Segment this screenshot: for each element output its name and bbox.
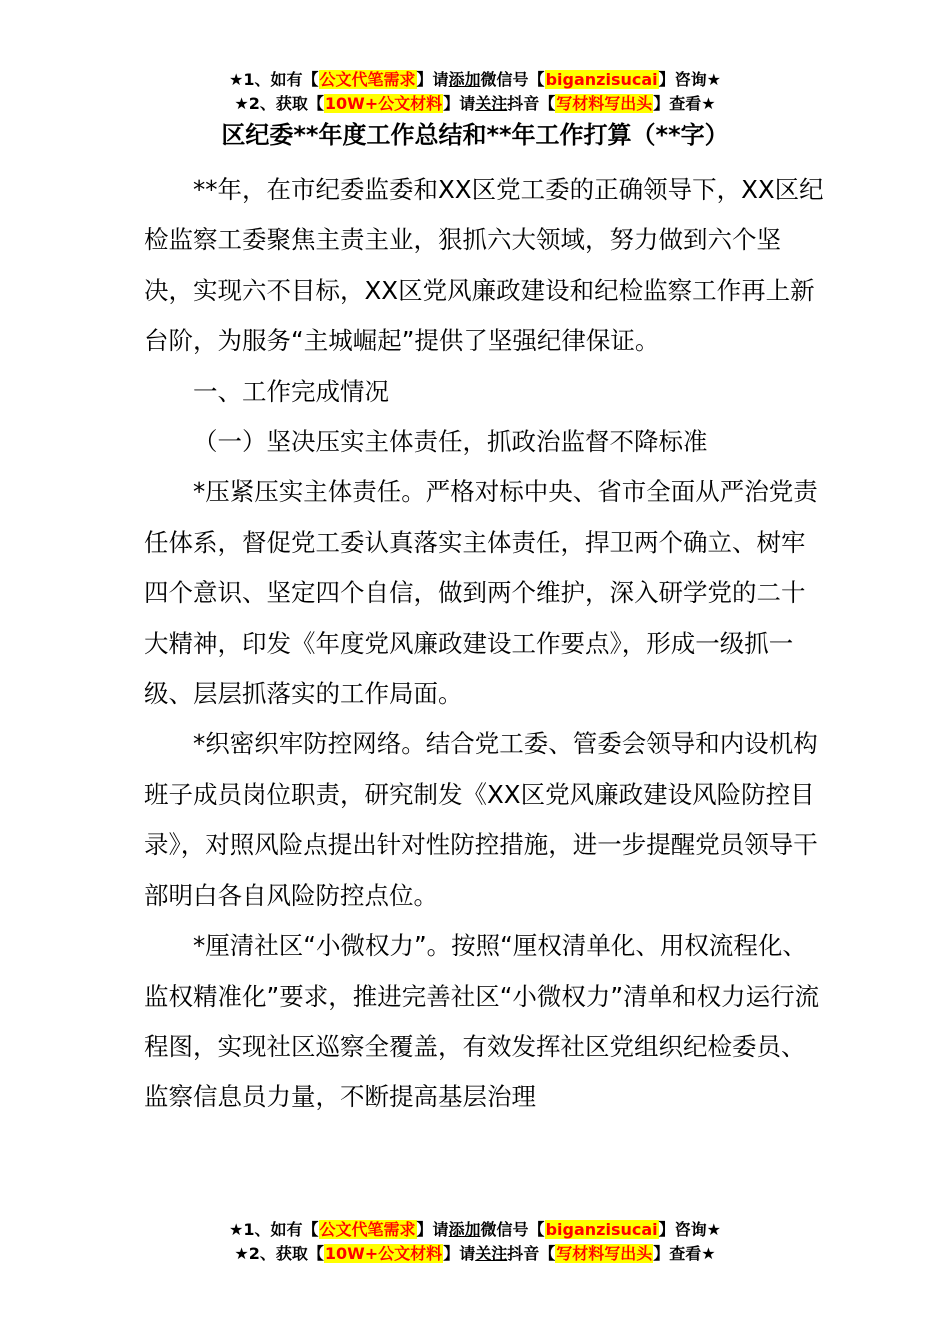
- document-body: [144, 165, 824, 1123]
- promo-line-2: [0, 92, 950, 116]
- promo-text: 抖音【: [507, 1244, 556, 1263]
- promo-text: ★2、获取【: [234, 94, 324, 113]
- promo-banner-bottom: [0, 1218, 950, 1266]
- promo-underline: 关注: [475, 94, 508, 113]
- subsection-heading: （一）坚决压实主体责任，抓政治监督不降标准: [193, 427, 708, 457]
- promo-text: ★1、如有【: [229, 70, 319, 89]
- promo-highlight: biganzisucai: [545, 1220, 658, 1239]
- promo-text: 微信号【: [480, 70, 545, 89]
- promo-highlight: biganzisucai: [545, 70, 658, 89]
- paragraph: *织密织牢防控网络。结合党工委、管委会领导和内设机构班子成员岗位职责，研究制发《XX区党风廉政建设风险防控目录》，对照风险点提出针对性防控措施，进一步提醒党员领导干部明白各自风险防控点位。: [144, 729, 818, 910]
- paragraph: *压紧压实主体责任。严格对标中央、省市全面从严治党责任体系，督促党工委认真落实主体责任，捍卫两个确立、树牢四个意识、坚定四个自信，做到两个维护，深入研学党的二十大精神，印发《年度党风廉政建设工作要点》，形成一级抓一级、层层抓落实的工作局面。: [144, 477, 818, 709]
- document-title: 区纪委**年度工作总结和**年工作打算（**字）: [221, 121, 729, 149]
- promo-text: ★2、获取【: [234, 1244, 324, 1263]
- promo-underline: 添加: [448, 70, 481, 89]
- paragraph-intro: **年，在市纪委监委和XX区党工委的正确领导下，XX区纪检监察工委聚焦主责主业，狠抓六大领域，努力做到六个坚决，实现六不目标，XX区党风廉政建设和纪检监察工作再上新台阶，为服务“主城崛起”提供了坚强纪律保证。: [144, 175, 824, 356]
- promo-highlight: 10W+公文材料: [324, 94, 443, 113]
- promo-text: 】查看★: [653, 1244, 716, 1263]
- promo-text: 】咨询★: [658, 1220, 721, 1239]
- promo-text: 】请: [416, 1220, 449, 1239]
- promo-text: 】请: [443, 94, 476, 113]
- promo-text: 】查看★: [653, 94, 716, 113]
- promo-underline: 关注: [475, 1244, 508, 1263]
- promo-text: 】请: [416, 70, 449, 89]
- paragraph: *厘清社区“小微权力”。按照“厘权清单化、用权流程化、监权精准化”要求，推进完善社区“小微权力”清单和权力运行流程图，实现社区巡察全覆盖，有效发挥社区党组织纪检委员、监察信息员力量，不断提高基层治理: [144, 931, 820, 1112]
- promo-text: 】请: [443, 1244, 476, 1263]
- promo-text: ★1、如有【: [229, 1220, 319, 1239]
- promo-line-1: [0, 1218, 950, 1242]
- promo-banner-top: [0, 68, 950, 116]
- promo-highlight: 写材料写出头: [556, 1244, 653, 1263]
- promo-highlight: 写材料写出头: [556, 94, 653, 113]
- promo-text: 】咨询★: [658, 70, 721, 89]
- promo-highlight: 10W+公文材料: [324, 1244, 443, 1263]
- promo-text: 微信号【: [480, 1220, 545, 1239]
- promo-underline: 添加: [448, 1220, 481, 1239]
- promo-line-1: [0, 68, 950, 92]
- section-heading: 一、工作完成情况: [193, 376, 389, 406]
- promo-line-2: [0, 1242, 950, 1266]
- promo-highlight: 公文代笔需求: [319, 70, 416, 89]
- promo-highlight: 公文代笔需求: [319, 1220, 416, 1239]
- promo-text: 抖音【: [507, 94, 556, 113]
